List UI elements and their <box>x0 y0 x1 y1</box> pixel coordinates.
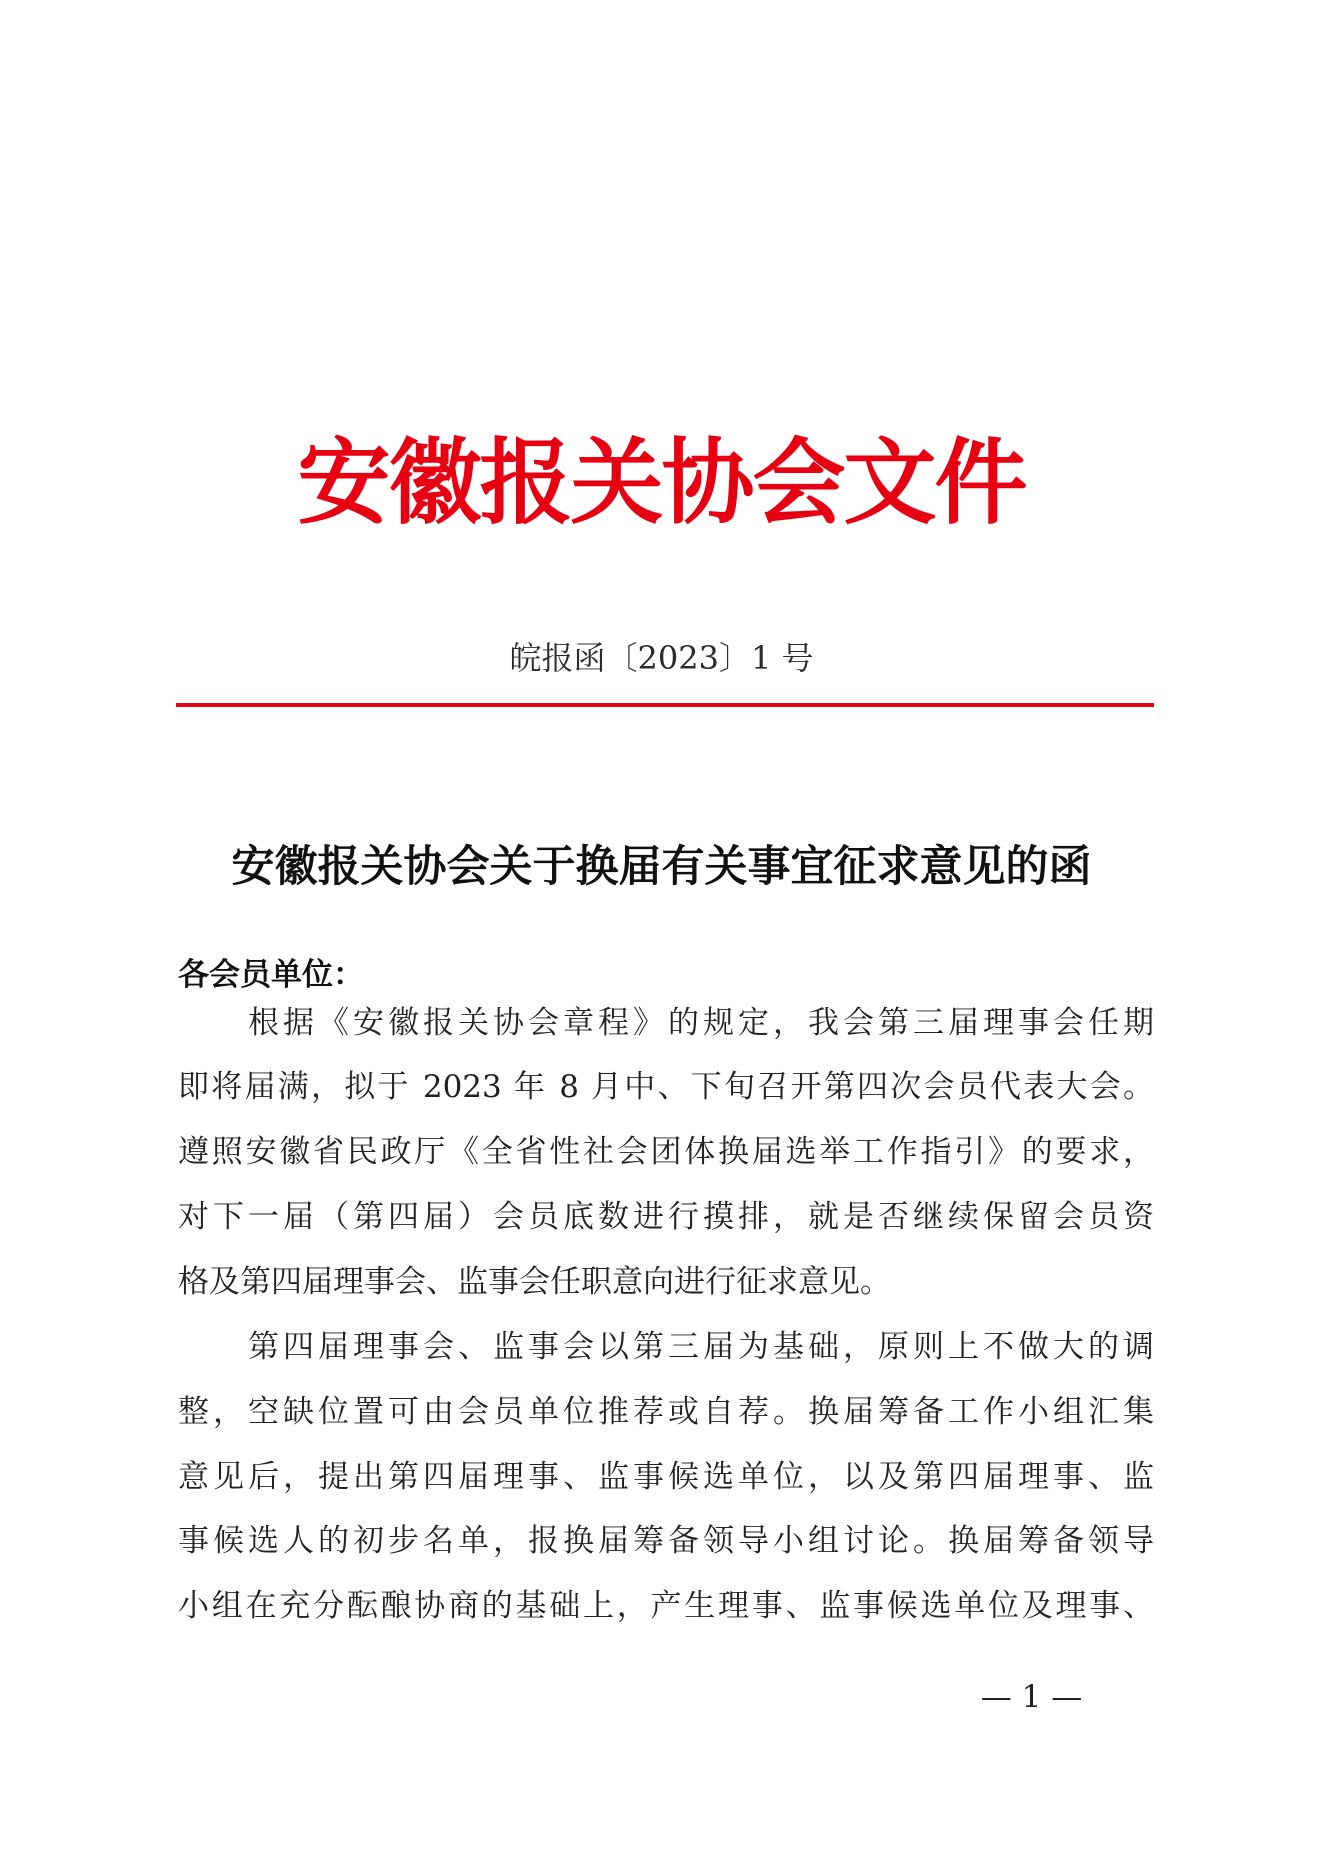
paragraph-2-line-5: 小组在充分酝酿协商的基础上，产生理事、监事候选单位及理事、 <box>178 1588 1154 1624</box>
document-number: 皖报函〔2023〕1 号 <box>509 639 814 677</box>
paragraph-2-line-1: 第四届理事会、监事会以第三届为基础，原则上不做大的调 <box>248 1329 1154 1365</box>
paragraph-1-line-5: 格及第四届理事会、监事会任职意向进行征求意见。 <box>178 1264 891 1300</box>
salutation: 各会员单位： <box>178 957 364 993</box>
paragraph-2-line-3: 意见后，提出第四届理事、监事候选单位，以及第四届理事、监 <box>178 1459 1154 1495</box>
page-number: — 1 — <box>980 1679 1083 1715</box>
paragraph-1-line-2: 即将届满，拟于 2023 年 8 月中、下旬召开第四次会员代表大会。 <box>178 1069 1154 1105</box>
document-masthead: 安徽报关协会文件 <box>297 428 1026 537</box>
red-divider-rule <box>176 703 1154 707</box>
paragraph-1-line-1: 根据《安徽报关协会章程》的规定，我会第三届理事会任期 <box>248 1005 1154 1041</box>
paragraph-1-line-3: 遵照安徽省民政厅《全省性社会团体换届选举工作指引》的要求， <box>178 1134 1154 1170</box>
document-title: 安徽报关协会关于换届有关事宜征求意见的函 <box>231 842 1092 892</box>
paragraph-1-line-4: 对下一届（第四届）会员底数进行摸排，就是否继续保留会员资 <box>178 1199 1154 1235</box>
paragraph-2-line-4: 事候选人的初步名单，报换届筹备领导小组讨论。换届筹备领导 <box>178 1523 1154 1559</box>
paragraph-2-line-2: 整，空缺位置可由会员单位推荐或自荐。换届筹备工作小组汇集 <box>178 1394 1154 1430</box>
